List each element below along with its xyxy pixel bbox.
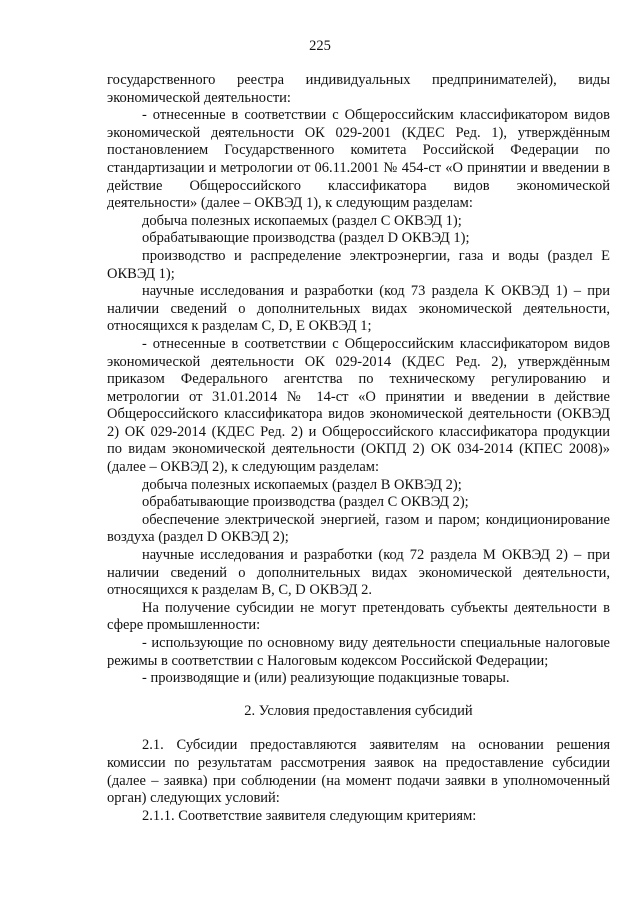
paragraph: добыча полезных ископаемых (раздел С ОКВЭД 1); [142, 212, 462, 229]
paragraph: государственного реестра индивидуальных предпринимателей), виды экономической деятельности: [107, 72, 610, 106]
top-paragraphs [107, 72, 610, 688]
paragraph: - использующие по основному виду деятельности специальные налоговые режимы в соответствии с Налоговым кодексом Российской Федерации; [107, 635, 610, 669]
document-body [107, 72, 610, 825]
paragraph: производство и распределение электроэнергии, газа и воды (раздел Е ОКВЭД 1); [107, 247, 610, 282]
bottom-paragraphs [107, 737, 610, 825]
paragraph: - отнесенные в соответствии с Общероссийским классификатором видов экономической деятельности ОК 029-2014 (КДЕС Ред. 2), утверждённым приказом Федерального агентства по техническому регулированию и метрологии от 31.01.2014 № 14-ст «О принятии и введении в действие Общероссийского классификатора видов экономической деятельности (ОКВЭД 2) ОК 029-2014 (КДЕС Ред. 2) и Общероссийского классификатора продукции по видам экономической деятельности (ОКПД 2) ОК 034-2014 (КПЕС 2008)» (далее – ОКВЭД 2), к следующим разделам: [107, 335, 610, 476]
page-number: 225 [309, 38, 331, 54]
paragraph: обеспечение электрической энергией, газом и паром; кондиционирование воздуха (раздел D ОКВЭД 2); [107, 511, 610, 546]
paragraph: - производящие и (или) реализующие подакцизные товары. [142, 670, 510, 687]
paragraph: На получение субсидии не могут претендовать субъекты деятельности в сфере промышленности: [107, 599, 610, 634]
section-heading: 2. Условия предоставления субсидий [244, 702, 473, 719]
paragraph: обрабатывающие производства (раздел С ОКВЭД 2); [142, 494, 469, 511]
paragraph: обрабатывающие производства (раздел D ОКВЭД 1); [142, 230, 470, 247]
paragraph: 2.1.1. Соответствие заявителя следующим критериям: [142, 807, 477, 824]
paragraph: научные исследования и разработки (код 73 раздела K ОКВЭД 1) – при наличии сведений о дополнительных видах экономической деятельности, относящихся к разделам С, D, Е ОКВЭД 1; [107, 283, 610, 335]
paragraph: 2.1. Субсидии предоставляются заявителям на основании решения комиссии по результатам рассмотрения заявок на предоставление субсидии (далее – заявка) при соблюдении (на момент подачи заявки в уполномоченный орган) следующих условий: [107, 737, 610, 807]
paragraph: научные исследования и разработки (код 72 раздела М ОКВЭД 2) – при наличии сведений о дополнительных видах экономической деятельности, относящихся к разделам В, С, D ОКВЭД 2. [107, 547, 610, 599]
paragraph: добыча полезных ископаемых (раздел В ОКВЭД 2); [142, 476, 462, 493]
paragraph: - отнесенные в соответствии с Общероссийским классификатором видов экономической деятельности ОК 029-2001 (КДЕС Ред. 1), утверждённым постановлением Государственного комитета Российской Федерации по стандартизации и метрологии от 06.11.2001 № 454-ст «О принятии и введении в действие Общероссийского классификатора видов экономической деятельности» (далее – ОКВЭД 1), к следующим разделам: [107, 107, 610, 212]
